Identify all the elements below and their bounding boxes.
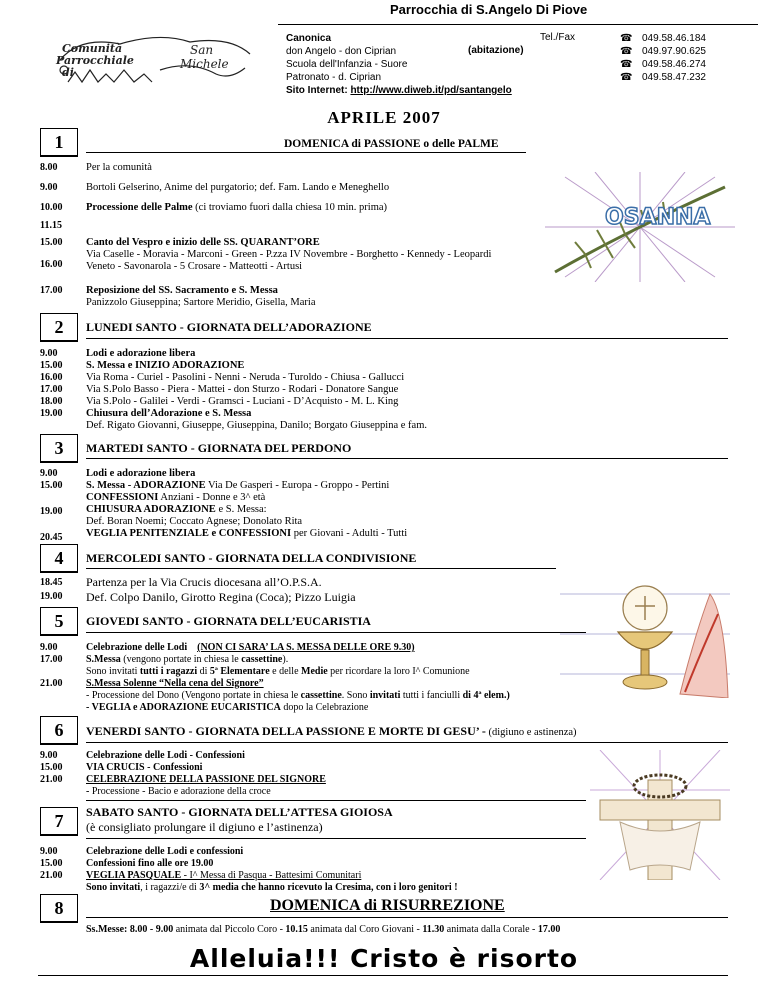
event-block xyxy=(86,846,458,894)
svg-text:Comunità: Comunità xyxy=(62,42,123,55)
event-bold: S.Messa Solenne “Nella cena del Signore” xyxy=(86,678,264,689)
event-bold: Lodi e adorazione libera xyxy=(86,468,196,479)
time-label: 20.45 xyxy=(40,532,63,543)
phone-row xyxy=(620,32,706,45)
event-text xyxy=(86,202,387,214)
day-number: 2 xyxy=(40,313,78,342)
event-line: animata dal Coro Giovani - xyxy=(307,924,423,935)
time-label: 9.00 xyxy=(40,348,58,359)
contact-line: Patronato - d. Ciprian xyxy=(286,72,382,83)
phone-number: 049.58.46.274 xyxy=(642,59,706,70)
time-label: 9.00 xyxy=(40,846,58,857)
event-bold: Canto del Vespro e inizio delle SS. QUARANT’ORE xyxy=(86,237,320,248)
event-line: Via S.Polo Basso - Piera - Mattei - don Sturzo - Rodari - Donatore Sangue xyxy=(86,384,399,395)
event-note: (ci troviamo fuori dalla chiesa 10 min. prima) xyxy=(192,202,388,213)
event-text xyxy=(86,285,315,309)
day-divider xyxy=(86,632,586,633)
abitazione-label: (abitazione) xyxy=(468,45,524,56)
event-line: Def. Boran Noemi; Coccato Agnese; Donolato Rita xyxy=(86,516,303,527)
time-label: 16.00 xyxy=(40,259,63,270)
event-bold: e INIZIO ADORAZIONE xyxy=(127,360,245,371)
event-line: Def. Rigato Giovanni, Giuseppe, Giuseppina, Danilo; Borgato Giuseppina e fam. xyxy=(86,420,427,431)
time-label: 17.00 xyxy=(40,285,63,296)
phone-list xyxy=(620,32,706,84)
event-line: Sono invitati xyxy=(86,666,140,677)
day-divider xyxy=(86,838,586,839)
time-label: 19.00 xyxy=(40,408,63,419)
contacts-list xyxy=(286,32,512,97)
event-line: animata dal Piccolo Coro - xyxy=(173,924,286,935)
event-block xyxy=(86,642,510,714)
footer-alleluia: Alleluia!!! Cristo è risorto xyxy=(189,944,579,973)
event-bold: di 4ª elem.) xyxy=(462,690,510,701)
time-label: 17.00 xyxy=(40,384,63,395)
day-number: 6 xyxy=(40,716,78,745)
phone-number: 049.97.90.625 xyxy=(642,46,706,57)
phone-row xyxy=(620,45,706,58)
time-label: 9.00 xyxy=(40,182,58,193)
event-line: Via Caselle - Moravia - Marconi - Green - P.zza IV Novembre - Borghetto - Kennedy - Leopardi xyxy=(86,249,492,260)
day-title: GIOVEDI SANTO - GIORNATA DELL’EUCARISTIA xyxy=(86,614,371,628)
event-bold: VEGLIA PENITENZIALE e CONFESSIONI xyxy=(86,528,292,539)
event-bold: cassettine xyxy=(300,690,342,701)
event-bold: tutti i ragazzi xyxy=(139,666,198,677)
event-line: (vengono portate in chiesa le xyxy=(120,654,242,665)
event-block xyxy=(86,750,326,798)
event-bold: CELEBRAZIONE DELLA PASSIONE DEL SIGNORE xyxy=(86,774,326,785)
time-label: 15.00 xyxy=(40,762,63,773)
event-line: . Sono xyxy=(341,690,370,701)
event-line: dopo la Celebrazione xyxy=(280,702,369,713)
osanna-text: OSANNA xyxy=(605,205,711,230)
event-line: ). xyxy=(282,654,289,665)
event-line: Partenza per la Via Crucis diocesana all’O.P.S.A. xyxy=(86,575,322,589)
day-title: LUNEDI SANTO - GIORNATA DELL’ADORAZIONE xyxy=(86,320,372,334)
event-line: - Processione del Dono (Vengono portate in chiesa le xyxy=(86,690,301,701)
event-bold: Chiusura dell’Adorazione e S. Messa xyxy=(86,408,252,419)
time-label: 17.00 xyxy=(40,654,63,665)
event-line: e delle xyxy=(269,666,302,677)
event-line: Via S.Polo - Galilei - Verdi - Gramsci - Luciani - D’Acquisto - M. L. King xyxy=(86,396,399,407)
event-block xyxy=(86,348,427,432)
event-line: Anziani - Donne e 3^ età xyxy=(158,492,266,503)
day-number: 5 xyxy=(40,607,78,636)
day-number: 1 xyxy=(40,128,78,157)
day-title: DOMENICA di RISURREZIONE xyxy=(270,897,505,914)
day-divider xyxy=(86,568,556,569)
chalice-host-image xyxy=(560,574,730,698)
time-label: 18.00 xyxy=(40,396,63,407)
time-label: 19.00 xyxy=(40,591,63,602)
event-bold: Reposizione del SS. Sacramento e S. Messa xyxy=(86,285,278,296)
time-label: 15.00 xyxy=(40,360,63,371)
event-bold: Celebrazione delle Lodi - Confessioni xyxy=(86,750,245,761)
day-title-note: (digiuno e astinenza) xyxy=(485,727,577,738)
event-bold: Confessioni fino alle ore 19.00 xyxy=(86,858,214,869)
event-bold: Lodi e adorazione libera xyxy=(86,348,196,359)
time-label: 15.00 xyxy=(40,858,63,869)
event-line: Panizzolo Giuseppina; Sartore Meridio, Gisella, Maria xyxy=(86,297,316,308)
day-divider xyxy=(86,917,728,918)
event-block xyxy=(86,575,356,605)
event-bold: 17.00 xyxy=(537,924,561,935)
day-divider xyxy=(86,800,586,801)
event-bold: 10.15 xyxy=(285,924,308,935)
event-line: per Giovani - Adulti - Tutti xyxy=(291,528,408,539)
phone-row xyxy=(620,58,706,71)
day-title xyxy=(86,805,393,835)
event-bold: - VEGLIA e ADORAZIONE EUCARISTICA xyxy=(86,702,281,713)
masses-line xyxy=(86,924,560,936)
event-bold: Ss.Messe: 8.00 - 9.00 xyxy=(86,924,174,935)
time-label: 18.45 xyxy=(40,577,63,588)
day-divider xyxy=(86,458,728,459)
svg-text:Parrocchiale: Parrocchiale xyxy=(56,54,134,67)
event-line: , i ragazzi/e di xyxy=(140,882,200,893)
event-bold: CHIUSURA ADORAZIONE xyxy=(86,504,216,515)
time-label: 19.00 xyxy=(40,506,63,517)
time-label: 8.00 xyxy=(40,162,58,173)
event-block xyxy=(86,468,407,540)
event-bold: VEGLIA PASQUALE xyxy=(86,870,182,881)
cross-crown-image xyxy=(590,750,730,880)
time-label: 21.00 xyxy=(40,774,63,785)
event-line: tutti i fanciulli xyxy=(400,690,463,701)
phone-icon: ☎ xyxy=(620,72,633,83)
event-text: Per la comunità xyxy=(86,162,152,173)
event-note: (NON CI SARA’ LA S. MESSA DELLE ORE 9.30) xyxy=(197,642,415,653)
website-link[interactable]: http://www.diweb.it/pd/santangelo xyxy=(350,85,512,96)
time-label: 9.00 xyxy=(40,642,58,653)
event-text: Bortoli Gelserino, Anime del purgatorio; def. Fam. Lando e Meneghello xyxy=(86,182,390,193)
day-subtitle: (è consigliato prolungare il digiuno e l’astinenza) xyxy=(86,820,323,834)
phone-number: 049.58.46.184 xyxy=(642,33,706,44)
event-line: di xyxy=(197,666,210,677)
event-bold: - xyxy=(86,786,92,797)
event-bold: 5ª Elementare xyxy=(209,666,270,677)
time-label: 16.00 xyxy=(40,372,63,383)
phone-icon: ☎ xyxy=(620,33,633,44)
day-title: MERCOLEDI SANTO - GIORNATA DELLA CONDIVISIONE xyxy=(86,551,417,565)
event-bold: CONFESSIONI xyxy=(86,492,159,503)
event-line: - I^ Messa di Pasqua - Battesimi Comunitari xyxy=(181,870,362,881)
time-label: 10.00 xyxy=(40,202,63,213)
osanna-palm-image xyxy=(545,172,735,282)
parish-logo xyxy=(40,30,270,90)
event-line: Def. Colpo Danilo, Girotto Regina (Coca); Pizzo Luigia xyxy=(86,590,356,604)
event-bold: Celebrazione delle Lodi xyxy=(86,642,188,653)
event-line: Via De Gasperi - Europa - Groppo - Pertini xyxy=(205,480,390,491)
day-title: MARTEDI SANTO - GIORNATA DEL PERDONO xyxy=(86,441,352,455)
event-bold: Medie xyxy=(301,666,328,677)
day-divider xyxy=(86,338,728,339)
day-divider xyxy=(86,742,728,743)
contact-line: Scuola dell'Infanzia - Suore xyxy=(286,59,408,70)
event-bold: invitati xyxy=(369,690,401,701)
time-label: 9.00 xyxy=(40,750,58,761)
phone-icon: ☎ xyxy=(620,46,633,57)
event-bold: VIA CRUCIS - Confessioni xyxy=(86,762,203,773)
event-bold: S.Messa xyxy=(86,654,121,665)
time-label: 15.00 xyxy=(40,237,63,248)
day-number: 7 xyxy=(40,807,78,836)
header-divider xyxy=(278,24,758,25)
day-number: 4 xyxy=(40,544,78,573)
time-label: 9.00 xyxy=(40,468,58,479)
contact-line: don Angelo - don Ciprian xyxy=(286,46,397,57)
event-bold: 3^ media che hanno ricevuto la Cresima, con i loro genitori ! xyxy=(199,882,458,893)
event-bold: Sono invitati xyxy=(86,882,141,893)
footer-divider xyxy=(38,975,728,976)
svg-text:Michele: Michele xyxy=(180,57,229,71)
day-title-text: SABATO SANTO - GIORNATA DELL’ATTESA GIOIOSA xyxy=(86,805,393,819)
website-row xyxy=(286,84,512,97)
svg-text:di: di xyxy=(62,66,74,79)
event-bold: Celebrazione delle Lodi e confessioni xyxy=(86,846,244,857)
day-divider xyxy=(86,152,526,153)
time-label: 21.00 xyxy=(40,678,63,689)
time-label: 21.00 xyxy=(40,870,63,881)
event-bold: cassettine xyxy=(241,654,283,665)
canonica-label: Canonica xyxy=(286,33,332,44)
day-number: 3 xyxy=(40,434,78,463)
event-text xyxy=(86,237,491,273)
parish-title: Parrocchia di S.Angelo Di Piove xyxy=(390,2,588,17)
time-label: 15.00 xyxy=(40,480,63,491)
event-bold: Processione delle Palme xyxy=(86,202,193,213)
phone-row xyxy=(620,71,706,84)
event-line: Veneto - Savonarola - 5 Crosare - Matteotti - Artusi xyxy=(86,261,303,272)
day-number: 8 xyxy=(40,894,78,923)
event-line: Processione - Bacio e adorazione della croce xyxy=(91,786,271,797)
event-line: e S. Messa: xyxy=(215,504,267,515)
event-bold: S. Messa - ADORAZIONE xyxy=(86,480,206,491)
time-column xyxy=(40,348,63,420)
event-line: per ricordare la loro I^ Comunione xyxy=(327,666,470,677)
day-title: DOMENICA di PASSIONE o delle PALME xyxy=(284,138,499,150)
month-title: APRILE 2007 xyxy=(327,108,441,127)
day-title xyxy=(86,724,577,739)
day-title-text: VENERDI SANTO - GIORNATA DELLA PASSIONE E MORTE DI GESU’ - xyxy=(86,724,486,738)
telfax-label: Tel./Fax xyxy=(540,32,576,43)
event-line: Via Roma - Curiel - Pasolini - Nenni - Neruda - Turoldo - Chiusa - Gallucci xyxy=(86,372,405,383)
time-label: 11.15 xyxy=(40,220,62,231)
website-label: Sito Internet: xyxy=(286,85,348,96)
svg-text:San: San xyxy=(190,43,214,57)
event-bold: S. Messa xyxy=(86,360,126,371)
event-bold: 11.30 xyxy=(422,924,445,935)
phone-icon: ☎ xyxy=(620,59,633,70)
event-line: animata dalla Corale - xyxy=(444,924,538,935)
phone-number: 049.58.47.232 xyxy=(642,72,706,83)
